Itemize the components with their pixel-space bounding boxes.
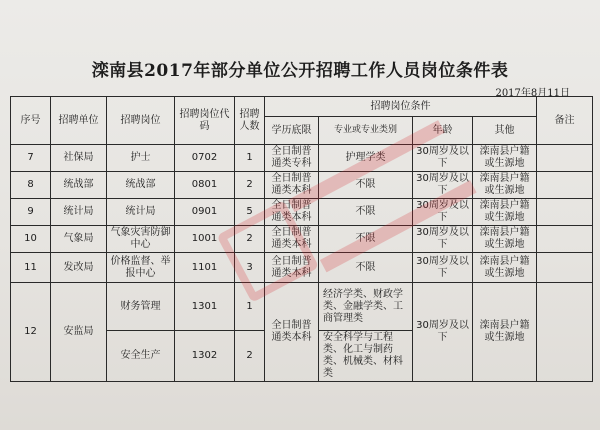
table-row	[11, 283, 593, 331]
cell-edu: 全日制普通类本科	[265, 172, 319, 199]
cell-post: 护士	[107, 145, 175, 172]
cell-unit: 统计局	[51, 199, 107, 226]
cell-unit: 气象局	[51, 226, 107, 253]
cell-major: 不限	[319, 226, 413, 253]
cell-unit: 发改局	[51, 253, 107, 283]
cell-other: 滦南县户籍或生源地	[473, 145, 537, 172]
cell-major: 不限	[319, 199, 413, 226]
cell-remark	[537, 145, 593, 172]
header-unit: 招聘单位	[51, 97, 107, 145]
cell-unit: 统战部	[51, 172, 107, 199]
document-title: 滦南县2017年部分单位公开招聘工作人员岗位条件表	[91, 61, 509, 81]
cell-edu: 全日制普通类本科	[265, 199, 319, 226]
cell-count: 2	[235, 226, 265, 253]
table-row	[11, 253, 593, 283]
cell-seq: 8	[11, 172, 51, 199]
cell-unit: 社保局	[51, 145, 107, 172]
cell-count: 3	[235, 253, 265, 283]
header-major: 专业或专业类别	[319, 117, 413, 145]
cell-count: 2	[235, 172, 265, 199]
cell-seq: 10	[11, 226, 51, 253]
cell-post: 气象灾害防御中心	[107, 226, 175, 253]
header-age: 年龄	[413, 117, 473, 145]
cell-major: 安全科学与工程类、化工与制药类、机械类、材料类	[319, 331, 413, 382]
cell-remark	[537, 253, 593, 283]
header-count: 招聘人数	[235, 97, 265, 145]
cell-post: 统计局	[107, 199, 175, 226]
cell-count: 2	[235, 331, 265, 382]
cell-post: 财务管理	[107, 283, 175, 331]
cell-count: 5	[235, 199, 265, 226]
cell-other: 滦南县户籍或生源地	[473, 283, 537, 382]
cell-count: 1	[235, 283, 265, 331]
cell-other: 滦南县户籍或生源地	[473, 172, 537, 199]
header-remark: 备注	[537, 97, 593, 145]
cell-post: 统战部	[107, 172, 175, 199]
table-row	[11, 226, 593, 253]
cell-seq: 9	[11, 199, 51, 226]
cell-major: 不限	[319, 253, 413, 283]
cell-seq: 7	[11, 145, 51, 172]
header-edu: 学历底限	[265, 117, 319, 145]
cell-code: 1001	[175, 226, 235, 253]
cell-edu: 全日制普通类本科	[265, 283, 319, 382]
cell-other: 滦南县户籍或生源地	[473, 226, 537, 253]
cell-other: 滦南县户籍或生源地	[473, 253, 537, 283]
job-conditions-table	[10, 96, 593, 382]
cell-code: 1302	[175, 331, 235, 382]
cell-remark	[537, 172, 593, 199]
cell-age: 30周岁及以下	[413, 283, 473, 382]
cell-seq: 12	[11, 283, 51, 382]
header-other: 其他	[473, 117, 537, 145]
cell-code: 0702	[175, 145, 235, 172]
cell-age: 30周岁及以下	[413, 253, 473, 283]
cell-post: 价格监督、举报中心	[107, 253, 175, 283]
cell-age: 30周岁及以下	[413, 226, 473, 253]
table-row	[11, 199, 593, 226]
cell-age: 30周岁及以下	[413, 199, 473, 226]
cell-age: 30周岁及以下	[413, 172, 473, 199]
cell-remark	[537, 226, 593, 253]
cell-count: 1	[235, 145, 265, 172]
header-post: 招聘岗位	[107, 97, 175, 145]
cell-edu: 全日制普通类本科	[265, 226, 319, 253]
cell-code: 0801	[175, 172, 235, 199]
document-date: 2017年8月11日	[495, 88, 570, 99]
cell-code: 0901	[175, 199, 235, 226]
cell-code: 1101	[175, 253, 235, 283]
cell-major: 经济学类、财政学类、金融学类、工商管理类	[319, 283, 413, 331]
cell-major: 不限	[319, 172, 413, 199]
cell-seq: 11	[11, 253, 51, 283]
cell-edu: 全日制普通类专科	[265, 145, 319, 172]
table-row	[11, 145, 593, 172]
cell-other: 滦南县户籍或生源地	[473, 199, 537, 226]
header-row	[11, 97, 593, 117]
table-row	[11, 172, 593, 199]
cell-major: 护理学类	[319, 145, 413, 172]
header-seq: 序号	[11, 97, 51, 145]
cell-code: 1301	[175, 283, 235, 331]
cell-age: 30周岁及以下	[413, 145, 473, 172]
cell-remark	[537, 199, 593, 226]
header-code: 招聘岗位代码	[175, 97, 235, 145]
cell-remark	[537, 283, 593, 382]
cell-unit: 安监局	[51, 283, 107, 382]
cell-edu: 全日制普通类本科	[265, 253, 319, 283]
cell-post: 安全生产	[107, 331, 175, 382]
header-conditions: 招聘岗位条件	[265, 97, 537, 117]
